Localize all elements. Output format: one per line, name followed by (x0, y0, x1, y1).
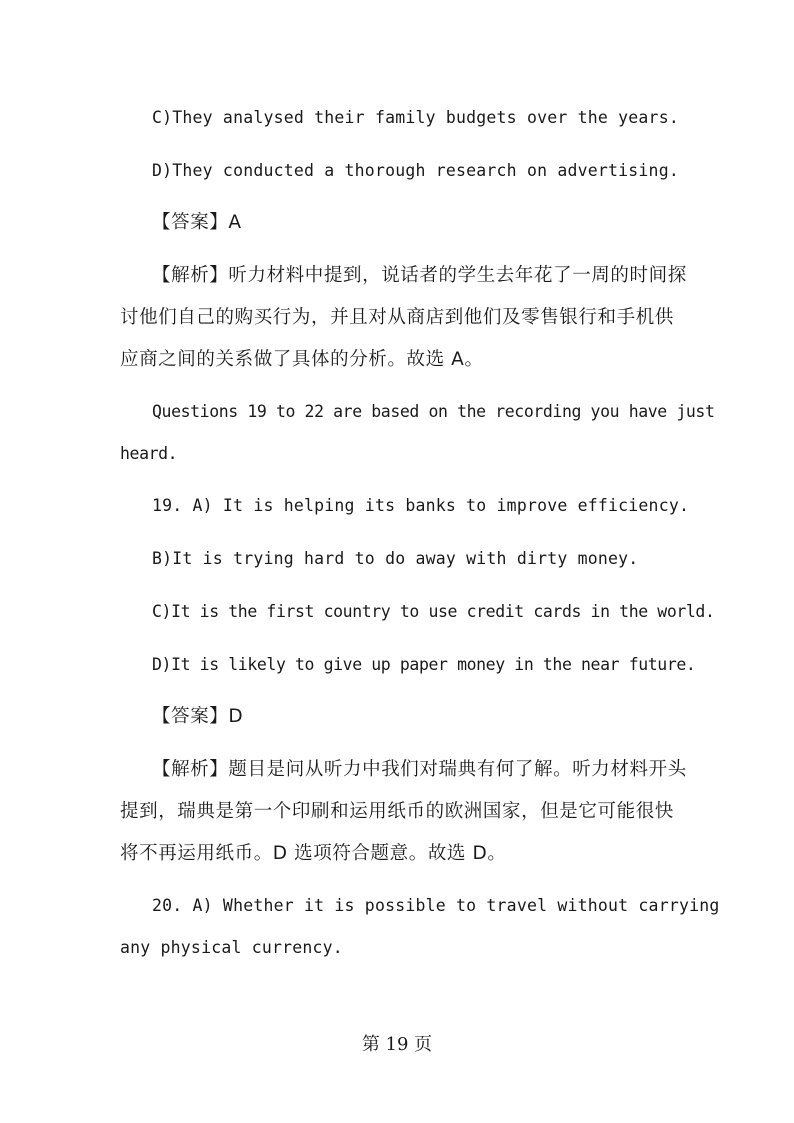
analysis-q19-line2: 提到，瑞典是第一个印刷和运用纸币的欧洲国家，但是它可能很快 (120, 801, 674, 822)
question-19-option-c: C)It is the first country to use credit cards in the world. (152, 602, 715, 621)
analysis-q18-line2: 讨他们自己的购买行为，并且对从商店到他们及零售银行和手机供 (120, 307, 674, 328)
answer-q19: 【答案】D (152, 706, 244, 727)
option-d-q18: D)They conducted a thorough research on advertising. (152, 161, 679, 180)
answer-q18: 【答案】A (152, 212, 242, 233)
question-19-option-a: 19. A) It is helping its banks to improve efficiency. (152, 496, 690, 515)
option-c-q18: C)They analysed their family budgets over the years. (152, 108, 679, 127)
question-20-option-a-line2: any physical currency. (120, 938, 343, 957)
analysis-q18-line1: 【解析】听力材料中提到，说话者的学生去年花了一周的时间探 (152, 265, 687, 286)
question-19-option-d: D)It is likely to give up paper money in the near future. (152, 655, 696, 674)
question-19-option-b: B)It is trying hard to do away with dirty money. (152, 549, 639, 568)
analysis-q18-line3: 应商之间的关系做了具体的分析。故选 A。 (120, 349, 484, 370)
section-heading-line2: heard. (120, 444, 178, 463)
analysis-q19-line3: 将不再运用纸币。D 选项符合题意。故选 D。 (120, 843, 507, 864)
section-heading-line1: Questions 19 to 22 are based on the recording you have just (152, 402, 715, 421)
analysis-q19-line1: 【解析】题目是问从听力中我们对瑞典有何了解。听力材料开头 (152, 759, 687, 780)
page-number: 第 19 页 (361, 1034, 433, 1055)
question-20-option-a-line1: 20. A) Whether it is possible to travel without carrying (152, 896, 720, 915)
